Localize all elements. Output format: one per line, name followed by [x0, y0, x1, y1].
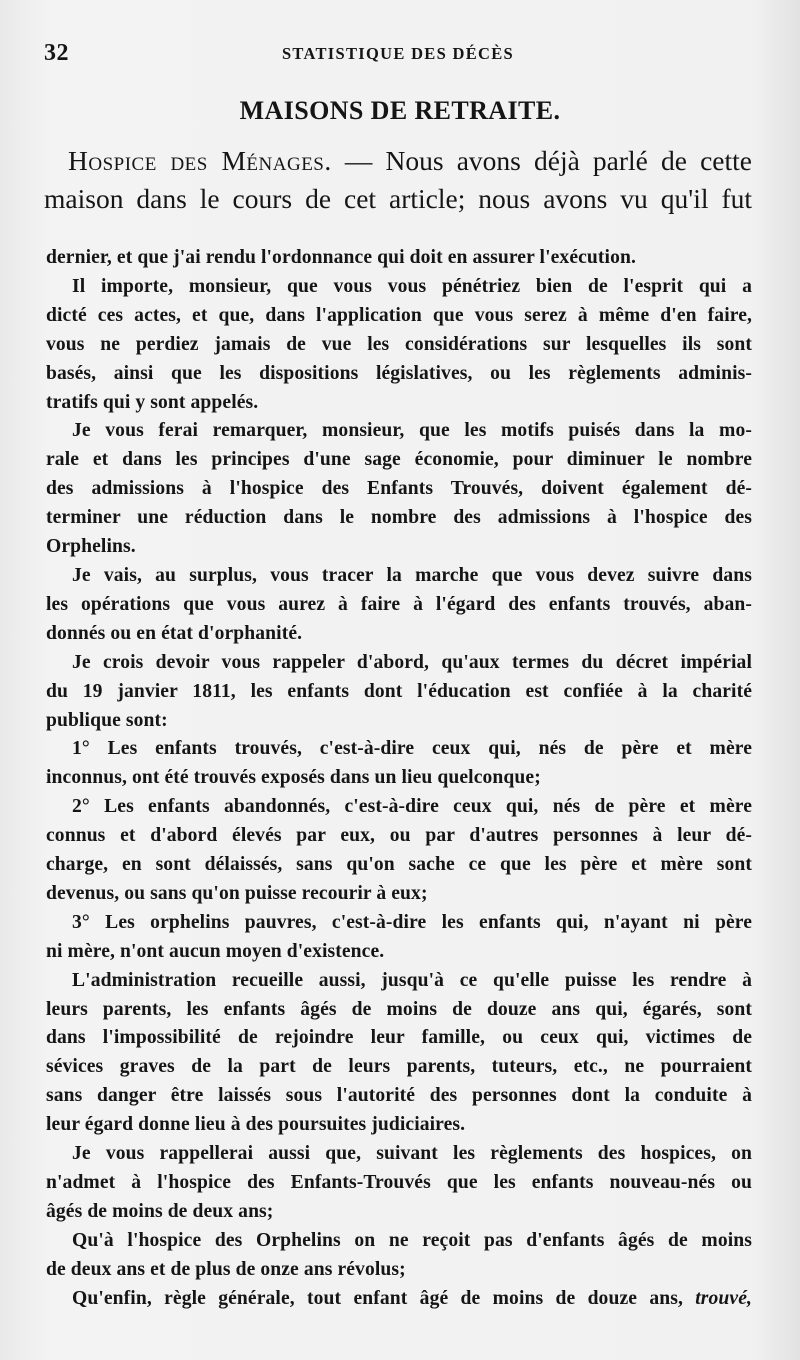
text-line: Je crois devoir vous rappeler d'abord, qu'aux termes du décret impérial	[72, 651, 752, 673]
paragraph-8	[46, 909, 752, 967]
text-line: Je vous ferai remarquer, monsieur, que les motifs puisés dans la mo-	[72, 420, 752, 442]
text-line: les opérations que vous aurez à faire à l'égard des enfants trouvés, aban-	[46, 593, 752, 615]
text-line: des admissions à l'hospice des Enfants Trouvés, doivent également dé-	[46, 478, 752, 500]
paragraph-9	[46, 967, 752, 1140]
text-line: terminer une réduction dans le nombre des admissions à l'hospice des	[46, 507, 752, 529]
text-line: dans l'impossibilité de rejoindre leur famille, ou ceux qui, victimes de	[46, 1027, 752, 1049]
text-line: publique sont:	[46, 709, 168, 731]
text-line: dicté ces actes, et que, dans l'application que vous serez à même d'en faire,	[46, 304, 752, 326]
text-line: donnés ou en état d'orphanité.	[46, 622, 303, 644]
text-line: inconnus, ont été trouvés exposés dans un lieu quelconque;	[46, 767, 541, 789]
text-line: 1° Les enfants trouvés, c'est-à-dire ceux qui, nés de père et mère	[72, 738, 752, 760]
text-line: du 19 janvier 1811, les enfants dont l'éducation est confiée à la charité	[46, 680, 752, 702]
text-line: Je vais, au surplus, vous tracer la marche que vous devez suivre dans	[72, 564, 752, 586]
paragraph-12	[46, 1285, 752, 1314]
text-line: sévices graves de la part de leurs parents, tuteurs, etc., ne pourraient	[46, 1056, 752, 1078]
text-line: Je vous rappellerai aussi que, suivant les règlements des hospices, on	[72, 1143, 752, 1165]
text-line: 3° Les orphelins pauvres, c'est-à-dire les enfants qui, n'ayant ni père	[72, 911, 752, 933]
paragraph-4	[46, 562, 752, 649]
text-line: n'admet à l'hospice des Enfants-Trouvés que les enfants nouveau-nés ou	[46, 1172, 752, 1193]
text-line: de deux ans et de plus de onze ans révolus;	[46, 1258, 406, 1280]
lead-label: Hospice des Ménages.	[68, 145, 332, 176]
paragraph-10	[46, 1140, 752, 1227]
lead-line-1-rest: — Nous avons déjà parlé de cette	[331, 145, 752, 176]
text-line: leurs parents, les enfants âgés de moins de douze ans qui, égarés, sont	[46, 998, 752, 1020]
text-line: charge, en sont délaissés, sans qu'on sache ce que les père et mère sont	[46, 854, 752, 876]
section-title: MAISONS DE RETRAITE.	[239, 96, 561, 125]
text-line: dernier, et que j'ai rendu l'ordonnance qui doit en assurer l'exécution.	[46, 247, 636, 268]
text-line: ni mère, n'ont aucun moyen d'existence.	[46, 940, 385, 962]
text-line: 2° Les enfants abandonnés, c'est-à-dire ceux qui, nés de père et mère	[72, 796, 752, 818]
paragraph-7	[46, 793, 752, 909]
paragraph-5	[46, 649, 752, 736]
text-line: âgés de moins de deux ans;	[46, 1200, 274, 1222]
text-line: tratifs qui y sont appelés.	[46, 391, 259, 413]
paragraph-6	[46, 735, 752, 793]
final-line-italic: trouvé,	[695, 1287, 752, 1309]
lead-line-1	[44, 142, 752, 180]
paragraph-3	[46, 417, 752, 562]
body-text	[46, 244, 752, 1314]
text-line: L'administration recueille aussi, jusqu'à ce qu'elle puisse les rendre à	[72, 969, 752, 991]
text-line-final	[46, 1285, 752, 1314]
page-header	[44, 40, 752, 74]
paragraph-1	[46, 244, 752, 273]
paragraph-11	[46, 1227, 752, 1285]
page-number: 32	[44, 40, 69, 66]
running-head: STATISTIQUE DES DÉCÈS	[281, 44, 515, 63]
text-line: Qu'à l'hospice des Orphelins on ne reçoit pas d'enfants âgés de moins	[72, 1229, 752, 1251]
text-line: Il importe, monsieur, que vous vous pénétriez bien de l'esprit qui a	[72, 275, 752, 297]
text-line: leur égard donne lieu à des poursuites judiciaires.	[46, 1114, 466, 1136]
text-line: vous ne perdiez jamais de vue les considérations sur lesquelles ils sont	[46, 333, 752, 355]
paragraph-2	[46, 273, 752, 418]
text-line: Orphelins.	[46, 536, 136, 558]
text-line: connus et d'abord élevés par eux, ou par d'autres personnes à leur dé-	[46, 825, 752, 847]
text-line: basés, ainsi que les dispositions législatives, ou les règlements adminis-	[46, 362, 752, 384]
lead-line-2: maison dans le cours de cet article; nous avons vu qu'il fut	[44, 183, 752, 214]
text-line: rale et dans les principes d'une sage économie, pour diminuer le nombre	[46, 449, 752, 471]
final-line-text: Qu'enfin, règle générale, tout enfant âgé de moins de douze ans,	[72, 1287, 696, 1309]
text-line: devenus, ou sans qu'on puisse recourir à eux;	[46, 882, 428, 904]
text-line: sans danger être laissés sous l'autorité des personnes dont la conduite à	[46, 1085, 752, 1107]
lead-paragraph	[44, 142, 752, 218]
